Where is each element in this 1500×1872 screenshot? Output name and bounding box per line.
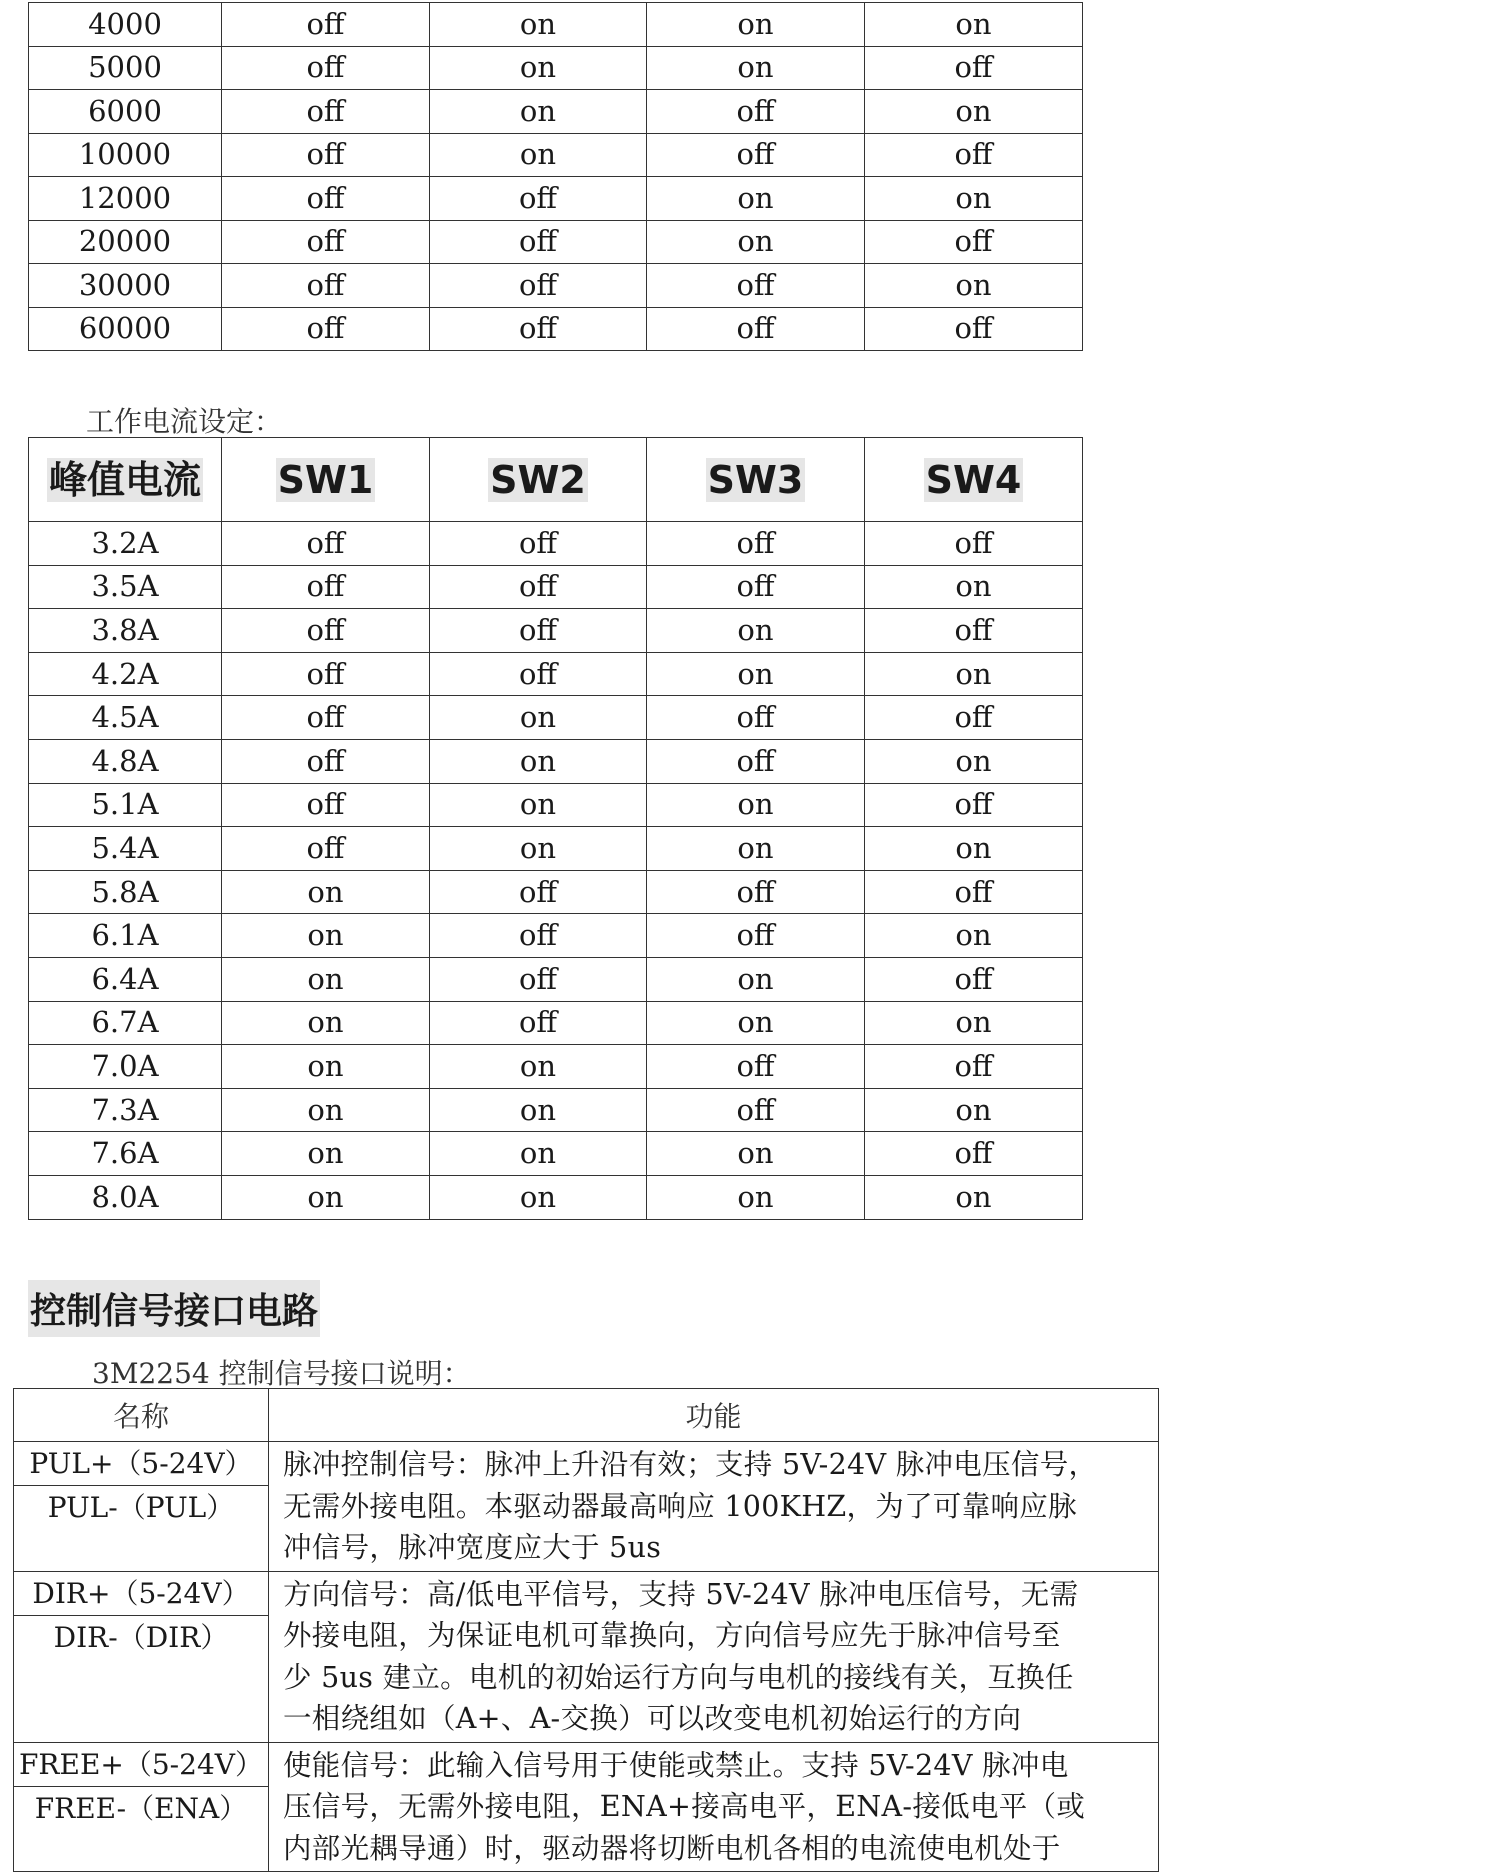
section-heading: 控制信号接口电路 (28, 1280, 320, 1337)
switch-state-cell: on (430, 46, 647, 90)
function-text-line: 方向信号：高/低电平信号，支持 5V-24V 脉冲电压信号，无需 (283, 1577, 1079, 1611)
setting-value-cell: 6.1A (29, 914, 222, 958)
setting-value-cell: 5.1A (29, 783, 222, 827)
signal-function-cell (269, 1571, 1159, 1742)
switch-state-cell: on (647, 1001, 865, 1045)
switch-state-cell: on (647, 609, 865, 653)
signal-table-body (14, 1442, 1159, 1872)
switch-state-cell: off (647, 522, 865, 566)
switch-state-cell: on (865, 177, 1083, 221)
switch-state-cell: off (865, 307, 1083, 351)
switch-state-cell: on (222, 1175, 430, 1219)
current-row (29, 652, 1083, 696)
header-function: 功能 (269, 1389, 1159, 1442)
switch-state-cell: on (430, 827, 647, 871)
signal-pin-name: FREE+（5-24V） (19, 1747, 263, 1781)
setting-value-cell: 30000 (29, 264, 222, 308)
switch-state-cell: on (865, 827, 1083, 871)
current-row (29, 609, 1083, 653)
switch-state-cell: off (430, 264, 647, 308)
switch-state-cell: off (430, 957, 647, 1001)
switch-state-cell: off (222, 783, 430, 827)
switch-state-cell: off (222, 264, 430, 308)
function-text-line: 无需外接电阻。本驱动器最高响应 100KHZ，为了可靠响应脉 (283, 1489, 1077, 1523)
microstep-row (29, 307, 1083, 351)
setting-value-cell: 7.0A (29, 1045, 222, 1089)
switch-state-cell: off (222, 133, 430, 177)
switch-state-cell: off (865, 133, 1083, 177)
switch-state-cell: on (865, 1001, 1083, 1045)
switch-state-cell: off (430, 307, 647, 351)
switch-state-cell: on (647, 177, 865, 221)
signal-name-cell (14, 1442, 269, 1572)
switch-state-cell: off (647, 914, 865, 958)
switch-state-cell: off (647, 264, 865, 308)
switch-state-cell: on (647, 783, 865, 827)
current-row (29, 1088, 1083, 1132)
switch-state-cell: on (865, 739, 1083, 783)
setting-value-cell: 7.6A (29, 1132, 222, 1176)
switch-state-cell: off (222, 307, 430, 351)
switch-state-cell: off (647, 696, 865, 740)
signal-pin-name: PUL+（5-24V） (29, 1447, 253, 1480)
switch-state-cell: off (865, 220, 1083, 264)
switch-state-cell: off (430, 609, 647, 653)
switch-state-cell: off (865, 1045, 1083, 1089)
function-text-line: 使能信号：此输入信号用于使能或禁止。支持 5V-24V 脉冲电 (283, 1748, 1069, 1782)
switch-state-cell: off (647, 870, 865, 914)
switch-state-cell: on (222, 914, 430, 958)
switch-state-cell: on (865, 90, 1083, 134)
header-sw4: SW4 (865, 438, 1083, 522)
function-text-line: 脉冲控制信号：脉冲上升沿有效；支持 5V-24V 脉冲电压信号， (283, 1448, 1098, 1481)
microstep-row (29, 3, 1083, 47)
function-text-line: 少 5us 建立。电机的初始运行方向与电机的接线有关，互换任 (283, 1660, 1074, 1694)
switch-state-cell: off (222, 46, 430, 90)
current-row (29, 957, 1083, 1001)
current-row (29, 1045, 1083, 1089)
switch-state-cell: off (430, 565, 647, 609)
setting-value-cell: 4.2A (29, 652, 222, 696)
switch-state-cell: off (222, 609, 430, 653)
setting-value-cell: 6000 (29, 90, 222, 134)
switch-state-cell: off (865, 522, 1083, 566)
switch-state-cell: on (865, 264, 1083, 308)
switch-state-cell: on (647, 3, 865, 47)
control-signal-table (13, 1388, 1159, 1872)
switch-state-cell: on (222, 870, 430, 914)
switch-state-cell: on (865, 914, 1083, 958)
current-row (29, 914, 1083, 958)
signal-function-cell (269, 1442, 1159, 1572)
switch-state-cell: on (430, 739, 647, 783)
switch-state-cell: off (647, 133, 865, 177)
setting-value-cell: 8.0A (29, 1175, 222, 1219)
header-sw3: SW3 (647, 438, 865, 522)
current-setting-table (28, 437, 1083, 1220)
current-row (29, 870, 1083, 914)
header-name: 名称 (14, 1389, 269, 1442)
signal-row (14, 1742, 1159, 1872)
setting-value-cell: 5000 (29, 46, 222, 90)
current-setting-caption: 工作电流设定： (86, 405, 283, 438)
microstep-row (29, 177, 1083, 221)
switch-state-cell: on (430, 3, 647, 47)
setting-value-cell: 10000 (29, 133, 222, 177)
signal-pin-name: DIR+（5-24V） (32, 1576, 250, 1610)
switch-state-cell: off (222, 652, 430, 696)
function-text-line: 冲信号，脉冲宽度应大于 5us (283, 1531, 662, 1564)
switch-state-cell: off (430, 177, 647, 221)
current-row (29, 522, 1083, 566)
switch-state-cell: on (865, 1088, 1083, 1132)
function-text-line: 压信号，无需外接电阻，ENA+接高电平，ENA-接低电平（或 (283, 1790, 1086, 1823)
switch-state-cell: off (647, 1045, 865, 1089)
setting-value-cell: 5.4A (29, 827, 222, 871)
switch-state-cell: off (222, 220, 430, 264)
switch-state-cell: on (430, 1175, 647, 1219)
signal-function-cell (269, 1742, 1159, 1872)
signal-pin-name: FREE-（ENA） (14, 1786, 268, 1830)
setting-value-cell: 20000 (29, 220, 222, 264)
setting-value-cell: 4000 (29, 3, 222, 47)
switch-state-cell: off (222, 565, 430, 609)
microstep-row (29, 264, 1083, 308)
switch-state-cell: off (865, 870, 1083, 914)
switch-state-cell: off (222, 696, 430, 740)
switch-state-cell: off (647, 739, 865, 783)
switch-state-cell: off (865, 696, 1083, 740)
switch-state-cell: on (647, 1175, 865, 1219)
current-row (29, 739, 1083, 783)
signal-row (14, 1442, 1159, 1572)
setting-value-cell: 6.7A (29, 1001, 222, 1045)
switch-state-cell: on (222, 1132, 430, 1176)
signal-table-header-row (14, 1389, 1159, 1442)
switch-state-cell: on (865, 1175, 1083, 1219)
current-row (29, 783, 1083, 827)
switch-state-cell: on (647, 957, 865, 1001)
switch-state-cell: on (430, 1088, 647, 1132)
switch-state-cell: on (430, 783, 647, 827)
switch-state-cell: on (222, 1045, 430, 1089)
switch-state-cell: on (222, 1088, 430, 1132)
setting-value-cell: 60000 (29, 307, 222, 351)
current-row (29, 696, 1083, 740)
setting-value-cell: 3.2A (29, 522, 222, 566)
setting-value-cell: 7.3A (29, 1088, 222, 1132)
switch-state-cell: off (647, 565, 865, 609)
microstep-row (29, 90, 1083, 134)
current-row (29, 1175, 1083, 1219)
function-text-line: 内部光耦导通）时，驱动器将切断电机各相的电流使电机处于 (283, 1831, 1061, 1865)
switch-state-cell: off (222, 90, 430, 134)
switch-state-cell: off (222, 827, 430, 871)
switch-state-cell: on (430, 1132, 647, 1176)
switch-state-cell: on (430, 133, 647, 177)
switch-state-cell: off (222, 3, 430, 47)
signal-pin-name: PUL-（PUL） (14, 1485, 268, 1529)
switch-state-cell: off (865, 609, 1083, 653)
function-text-line: 一相绕组如（A+、A-交换）可以改变电机初始运行的方向 (283, 1702, 1022, 1735)
switch-state-cell: on (430, 696, 647, 740)
switch-state-cell: off (430, 220, 647, 264)
setting-value-cell: 4.5A (29, 696, 222, 740)
switch-state-cell: off (647, 1088, 865, 1132)
header-peak-current: 峰值电流 (29, 438, 222, 522)
switch-state-cell: off (647, 307, 865, 351)
switch-state-cell: on (222, 957, 430, 1001)
switch-state-cell: on (647, 827, 865, 871)
switch-state-cell: off (865, 957, 1083, 1001)
microstep-row (29, 133, 1083, 177)
setting-value-cell: 4.8A (29, 739, 222, 783)
current-row (29, 1001, 1083, 1045)
switch-state-cell: off (222, 177, 430, 221)
current-table-header-row (29, 438, 1083, 522)
signal-row (14, 1571, 1159, 1742)
switch-state-cell: on (865, 652, 1083, 696)
header-sw1: SW1 (222, 438, 430, 522)
switch-state-cell: off (430, 914, 647, 958)
switch-state-cell: off (430, 870, 647, 914)
signal-name-cell (14, 1571, 269, 1742)
switch-state-cell: off (430, 522, 647, 566)
switch-state-cell: on (865, 3, 1083, 47)
signal-name-cell (14, 1742, 269, 1872)
current-row (29, 1132, 1083, 1176)
signal-pin-name: DIR-（DIR） (14, 1615, 268, 1659)
switch-state-cell: on (647, 1132, 865, 1176)
setting-value-cell: 5.8A (29, 870, 222, 914)
switch-state-cell: off (647, 90, 865, 134)
setting-value-cell: 12000 (29, 177, 222, 221)
switch-state-cell: off (430, 1001, 647, 1045)
switch-state-cell: on (647, 46, 865, 90)
switch-state-cell: on (430, 1045, 647, 1089)
microstep-row (29, 46, 1083, 90)
microstep-row (29, 220, 1083, 264)
switch-state-cell: off (430, 652, 647, 696)
microstep-table-body (29, 3, 1083, 351)
switch-state-cell: on (865, 565, 1083, 609)
current-row (29, 827, 1083, 871)
setting-value-cell: 6.4A (29, 957, 222, 1001)
switch-state-cell: off (865, 1132, 1083, 1176)
switch-state-cell: on (647, 652, 865, 696)
switch-state-cell: on (430, 90, 647, 134)
switch-state-cell: on (222, 1001, 430, 1045)
switch-state-cell: off (222, 522, 430, 566)
setting-value-cell: 3.5A (29, 565, 222, 609)
setting-value-cell: 3.8A (29, 609, 222, 653)
switch-state-cell: off (865, 46, 1083, 90)
switch-state-cell: off (865, 783, 1083, 827)
microstep-setting-table (28, 2, 1083, 351)
switch-state-cell: on (647, 220, 865, 264)
current-row (29, 565, 1083, 609)
signal-table-caption: 3M2254 控制信号接口说明： (92, 1357, 471, 1390)
switch-state-cell: off (222, 739, 430, 783)
header-sw2: SW2 (430, 438, 647, 522)
current-table-body (29, 522, 1083, 1220)
function-text-line: 外接电阻，为保证电机可靠换向，方向信号应先于脉冲信号至 (283, 1619, 1061, 1652)
